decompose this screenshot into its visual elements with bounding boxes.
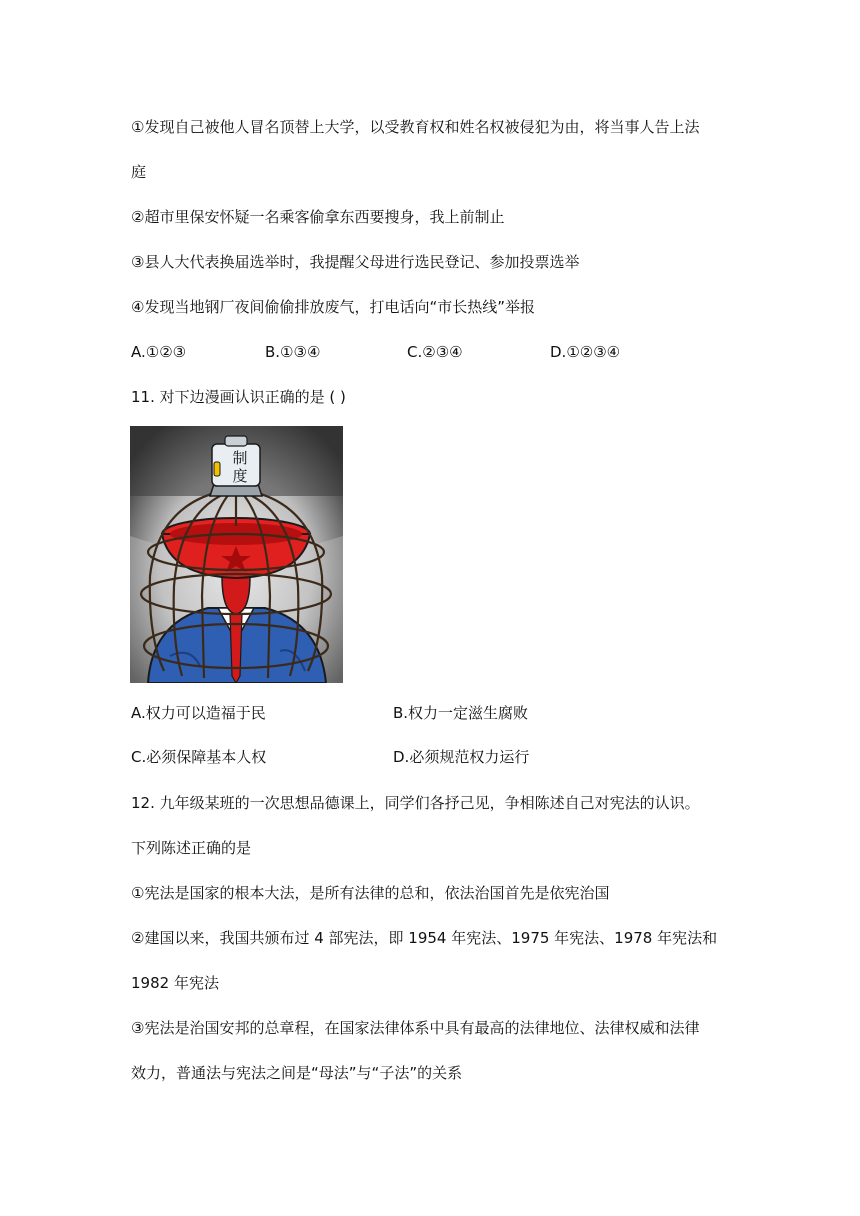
q12-item-2: ②建国以来，我国共颁布过 4 部宪法，即 1954 年宪法、1975 年宪法、1978 年宪法和: [131, 929, 718, 947]
cartoon-label-du: 度: [232, 467, 248, 485]
q12-item-1: ①宪法是国家的根本大法，是所有法律的总和，依法治国首先是依宪治国: [131, 884, 610, 902]
q11-option-a: A.权力可以造福于民: [131, 704, 266, 722]
q10-option-d: D.①②③④: [550, 343, 621, 361]
q10-item-4: ④发现当地钢厂夜间偷偷排放废气，打电话向“市长热线”举报: [131, 298, 535, 316]
q12-stem-2: 下列陈述正确的是: [131, 839, 252, 857]
q10-item-2: ②超市里保安怀疑一名乘客偷拿东西要搜身，我上前制止: [131, 208, 505, 226]
q11-option-c: C.必须保障基本人权: [131, 748, 267, 766]
cartoon-image: [130, 426, 343, 683]
q10-option-c: C.②③④: [407, 343, 463, 361]
q11-option-d: D.必须规范权力运行: [393, 748, 530, 766]
q10-item-3: ③县人大代表换届选举时，我提醒父母进行选民登记、参加投票选举: [131, 253, 580, 271]
q10-item-1-cont: 庭: [131, 163, 147, 181]
q12-stem-1: 12. 九年级某班的一次思想品德课上，同学们各抒己见，争相陈述自己对宪法的认识。: [131, 794, 700, 812]
q12-item-2-cont: 1982 年宪法: [131, 974, 219, 992]
q12-item-3-cont: 效力，普通法与宪法之间是“母法”与“子法”的关系: [131, 1064, 463, 1082]
q11-stem: 11. 对下边漫画认识正确的是 ( ): [131, 388, 346, 406]
cartoon-label-zhi: 制: [232, 449, 248, 467]
q11-option-b: B.权力一定滋生腐败: [393, 704, 529, 722]
q10-option-a: A.①②③: [131, 343, 187, 361]
q10-item-1: ①发现自己被他人冒名顶替上大学，以受教育权和姓名权被侵犯为由，将当事人告上法: [131, 118, 700, 136]
q10-option-b: B.①③④: [265, 343, 321, 361]
q12-item-3: ③宪法是治国安邦的总章程，在国家法律体系中具有最高的法律地位、法律权威和法律: [131, 1019, 700, 1037]
